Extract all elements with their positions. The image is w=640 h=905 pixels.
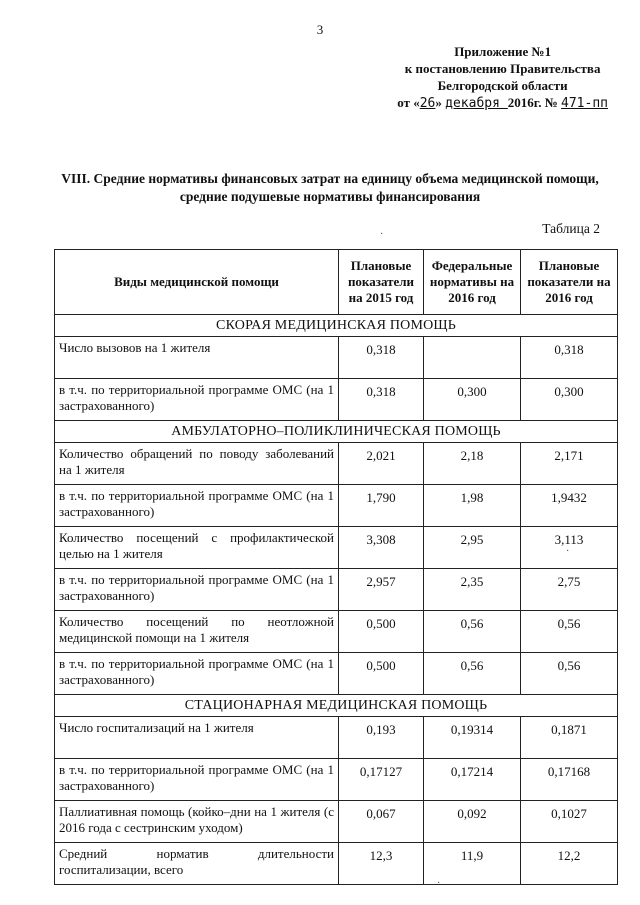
row-name-cell: в т.ч. по территориальной программе ОМС (на 1 застрахованного) bbox=[55, 485, 339, 527]
table-row bbox=[55, 653, 618, 695]
row-name-cell: в т.ч. по территориальной программе ОМС (на 1 застрахованного) bbox=[55, 653, 339, 695]
plan-2015-cell: 0,193 bbox=[339, 717, 424, 759]
section-row bbox=[55, 315, 618, 337]
row-name-cell: в т.ч. по территориальной программе ОМС (на 1 застрахованного) bbox=[55, 569, 339, 611]
date-month: декабря bbox=[445, 96, 508, 111]
resolution-number: 471-пп bbox=[561, 96, 608, 111]
plan-2016-cell: 12,2 bbox=[521, 843, 618, 885]
federal-2016-cell: 0,19314 bbox=[424, 717, 521, 759]
column-header-federal-2016: Федеральные нормативы на 2016 год bbox=[424, 250, 521, 315]
scan-speck: · bbox=[437, 878, 441, 889]
plan-2016-cell: 0,17168 bbox=[521, 759, 618, 801]
federal-2016-cell: 1,98 bbox=[424, 485, 521, 527]
federal-2016-cell: 0,092 bbox=[424, 801, 521, 843]
section-title: VIII. Средние нормативы финансовых затрат на единицу объема медицинской помощи, средние подушевые нормативы финансирования bbox=[61, 171, 599, 204]
federal-2016-cell: 11,9 bbox=[424, 843, 521, 885]
plan-2015-cell: 0,318 bbox=[339, 337, 424, 379]
table-row bbox=[55, 443, 618, 485]
plan-2015-cell: 12,3 bbox=[339, 843, 424, 885]
table-row bbox=[55, 527, 618, 569]
date-mid: » bbox=[435, 95, 446, 110]
table-header-row bbox=[55, 250, 618, 315]
federal-2016-cell: 0,56 bbox=[424, 611, 521, 653]
column-header-plan-2015: Плановые показатели на 2015 год bbox=[339, 250, 424, 315]
row-name-cell: Паллиативная помощь (койко–дни на 1 жителя (с 2016 года с сестринским уходом) bbox=[55, 801, 339, 843]
date-year: 2016г. № bbox=[507, 95, 562, 110]
plan-2015-cell: 1,790 bbox=[339, 485, 424, 527]
federal-2016-cell: 0,56 bbox=[424, 653, 521, 695]
federal-2016-cell: 2,35 bbox=[424, 569, 521, 611]
plan-2016-cell: 2,171 bbox=[521, 443, 618, 485]
scan-speck: · bbox=[380, 229, 384, 240]
section-title-cell: АМБУЛАТОРНО–ПОЛИКЛИНИЧЕСКАЯ ПОМОЩЬ bbox=[55, 421, 618, 443]
plan-2016-cell: 0,56 bbox=[521, 611, 618, 653]
row-name-cell: в т.ч. по территориальной программе ОМС (на 1 застрахованного) bbox=[55, 379, 339, 421]
plan-2016-cell: 0,318 bbox=[521, 337, 618, 379]
row-name-cell: Количество посещений с профилактической целью на 1 жителя bbox=[55, 527, 339, 569]
plan-2016-cell: 0,56 bbox=[521, 653, 618, 695]
table-row bbox=[55, 611, 618, 653]
section-row bbox=[55, 695, 618, 717]
plan-2015-cell: 2,957 bbox=[339, 569, 424, 611]
plan-2015-cell: 2,021 bbox=[339, 443, 424, 485]
section-title-cell: СКОРАЯ МЕДИЦИНСКАЯ ПОМОЩЬ bbox=[55, 315, 618, 337]
norms-table-body bbox=[55, 250, 618, 885]
federal-2016-cell bbox=[424, 337, 521, 379]
federal-2016-cell: 2,95 bbox=[424, 527, 521, 569]
row-name-cell: Количество посещений по неотложной медицинской помощи на 1 жителя bbox=[55, 611, 339, 653]
plan-2015-cell: 0,318 bbox=[339, 379, 424, 421]
plan-2015-cell: 0,17127 bbox=[339, 759, 424, 801]
table-row bbox=[55, 337, 618, 379]
table-row bbox=[55, 485, 618, 527]
federal-2016-cell: 2,18 bbox=[424, 443, 521, 485]
column-header-type: Виды медицинской помощи bbox=[55, 250, 339, 315]
section-row bbox=[55, 421, 618, 443]
table-row bbox=[55, 801, 618, 843]
norms-table bbox=[54, 249, 618, 885]
page-number: 3 bbox=[316, 22, 324, 37]
row-name-cell: в т.ч. по территориальной программе ОМС (на 1 застрахованного) bbox=[55, 759, 339, 801]
row-name-cell: Число вызовов на 1 жителя bbox=[55, 337, 339, 379]
table-row bbox=[55, 759, 618, 801]
table-row bbox=[55, 569, 618, 611]
plan-2016-cell: 3,113 bbox=[521, 527, 618, 569]
plan-2015-cell: 0,067 bbox=[339, 801, 424, 843]
table-row bbox=[55, 717, 618, 759]
row-name-cell: Количество обращений по поводу заболеваний на 1 жителя bbox=[55, 443, 339, 485]
plan-2016-cell: 0,300 bbox=[521, 379, 618, 421]
plan-2016-cell: 1,9432 bbox=[521, 485, 618, 527]
plan-2015-cell: 3,308 bbox=[339, 527, 424, 569]
scan-speck: · bbox=[566, 546, 570, 557]
plan-2016-cell: 2,75 bbox=[521, 569, 618, 611]
federal-2016-cell: 0,17214 bbox=[424, 759, 521, 801]
plan-2016-cell: 0,1871 bbox=[521, 717, 618, 759]
table-caption: Таблица 2 bbox=[542, 221, 600, 236]
appendix-header bbox=[397, 43, 608, 112]
plan-2015-cell: 0,500 bbox=[339, 611, 424, 653]
appendix-date-line bbox=[397, 94, 608, 112]
appendix-line-2: к постановлению Правительства bbox=[404, 61, 601, 76]
date-prefix: от « bbox=[397, 95, 420, 110]
plan-2016-cell: 0,1027 bbox=[521, 801, 618, 843]
row-name-cell: Число госпитализаций на 1 жителя bbox=[55, 717, 339, 759]
plan-2015-cell: 0,500 bbox=[339, 653, 424, 695]
appendix-line-3: Белгородской области bbox=[437, 78, 568, 93]
table-row bbox=[55, 379, 618, 421]
federal-2016-cell: 0,300 bbox=[424, 379, 521, 421]
table-row bbox=[55, 843, 618, 885]
column-header-plan-2016: Плановые показатели на 2016 год bbox=[521, 250, 618, 315]
section-title-cell: СТАЦИОНАРНАЯ МЕДИЦИНСКАЯ ПОМОЩЬ bbox=[55, 695, 618, 717]
appendix-line-1: Приложение №1 bbox=[454, 44, 552, 59]
date-day: 26 bbox=[419, 96, 436, 111]
row-name-cell: Средний норматив длительности госпитализации, всего bbox=[55, 843, 339, 885]
